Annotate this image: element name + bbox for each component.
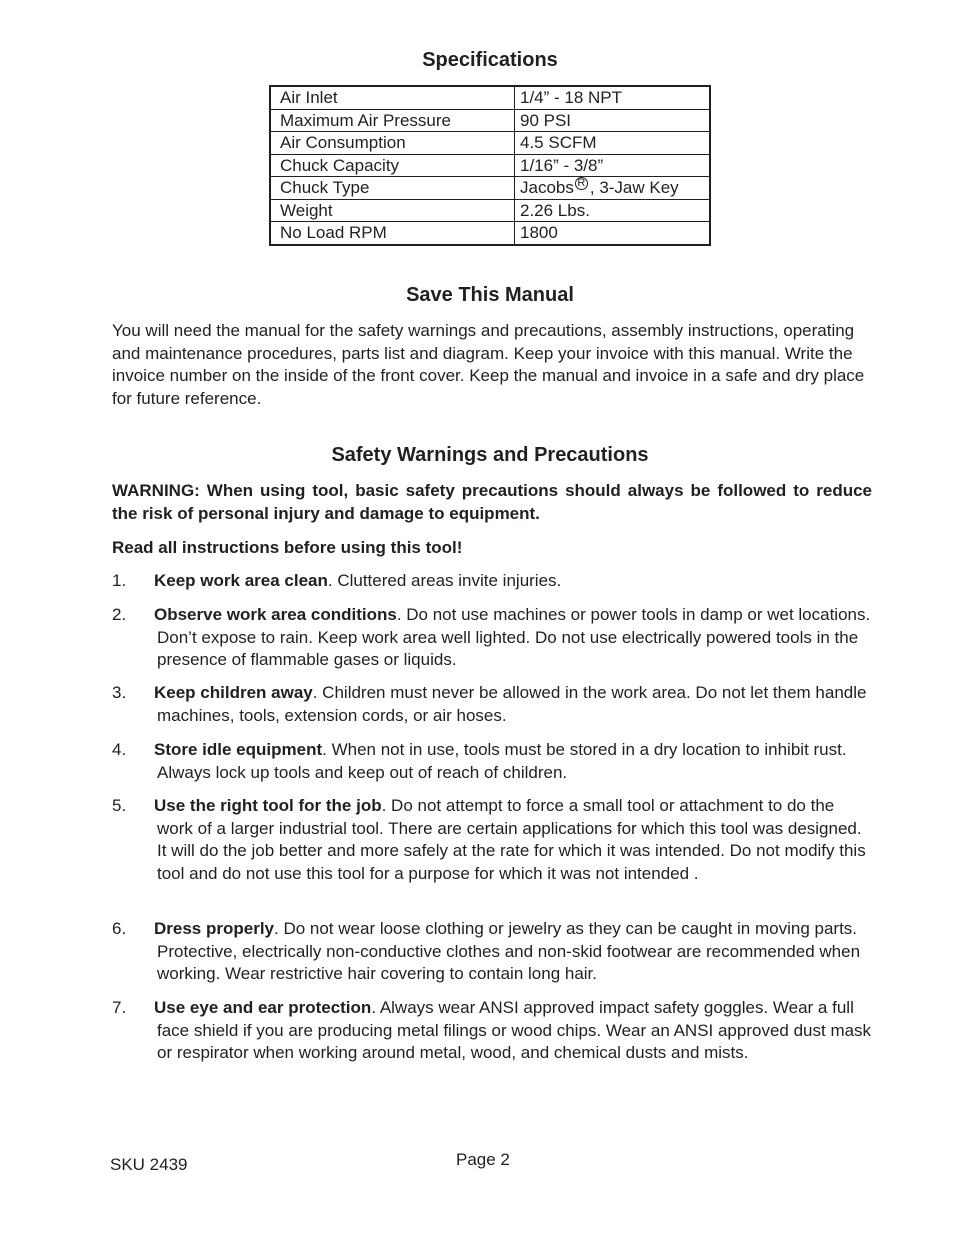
item-text [154,604,872,672]
save-manual-heading: Save This Manual [406,284,574,306]
specifications-heading: Specifications [422,49,558,71]
table-row [270,86,710,109]
item-title: Keep children away [154,683,313,702]
specifications-table [269,85,711,246]
list-item [112,795,872,885]
table-row [270,222,710,245]
item-title: Store idle equipment [154,740,323,759]
spec-label: Chuck Capacity [270,154,515,177]
item-body: . Cluttered areas invite injuries. [327,571,562,590]
spec-label: Air Inlet [270,86,515,109]
item-number: 4. [112,740,127,759]
spec-value [515,177,711,200]
item-body: . Do not use machines or power tools in damp or wet locations. Don’t expose to rain. Keep work area well lighted. Do not use electrically powered tools in the presence of flammable gases or liquids. [157,605,871,670]
spec-value-suffix: , 3-Jaw Key [589,178,679,198]
item-body: . Do not attempt to force a small tool or attachment to do the work of a larger industrial tool. There are certain applications for which this tool was designed. It will do the job better and more safely at the rate for which it was intended. Do not modify this tool and do not use this tool for a purpose for which it was not intended . [157,796,866,883]
list-item [112,604,872,672]
save-manual-body: You will need the manual for the safety warnings and precautions, assembly instructions, operating and maintenance procedures, parts list and diagram. Keep your invoice with this manual. Write the invoice number on the inside of the front cover. Keep the manual and invoice in a safe and dry place for future reference. [112,321,865,408]
spec-value: 90 PSI [515,109,711,132]
safety-heading: Safety Warnings and Precautions [331,444,649,466]
spec-label: Air Consumption [270,132,515,155]
spec-value: 2.26 Lbs. [515,199,711,222]
item-title: Use the right tool for the job [154,796,382,815]
list-item [112,918,872,986]
table-row [270,154,710,177]
table-row [270,132,710,155]
item-title: Observe work area conditions [154,605,397,624]
item-title: Use eye and ear protection [154,998,372,1017]
spec-value: 4.5 SCFM [515,132,711,155]
item-number: 2. [112,605,127,624]
item-number: 6. [112,919,127,938]
item-body: . When not in use, tools must be stored in a dry location to inhibit rust. Always lock up tools and keep out of reach of children. [157,740,847,782]
list-item [112,739,872,784]
item-text [154,570,872,593]
item-body: . Always wear ANSI approved impact safety goggles. Wear a full face shield if you are producing metal filings or wood chips. Wear an ANSI approved dust mask or respirator when working around metal, wood, and chemical dusts and mists. [157,998,872,1063]
item-body: . Do not wear loose clothing or jewelry as they can be caught in moving parts. Protective, electrically non-conductive clothes and non-skid footwear are recommended when working. Wear restrictive hair covering to contain long hair. [157,919,861,984]
item-text [154,682,872,727]
read-all-instructions: Read all instructions before using this tool! [112,538,463,557]
item-text [154,739,872,784]
item-number: 1. [112,571,127,590]
list-item [112,570,872,593]
spec-value-prefix: Jacobs [520,178,574,198]
item-number: 5. [112,796,127,815]
spec-label: Chuck Type [270,177,515,200]
spec-label: Weight [270,199,515,222]
spec-label: No Load RPM [270,222,515,245]
item-number: 7. [112,998,127,1017]
item-text [154,795,872,885]
item-body: . Children must never be allowed in the work area. Do not let them handle machines, tools, extension cords, or air hoses. [157,683,867,725]
spec-value: 1800 [515,222,711,245]
spec-value: 1/4” - 18 NPT [515,86,711,109]
list-item [112,997,872,1065]
item-number: 3. [112,683,127,702]
warning-text: WARNING: When using tool, basic safety precautions should always be followed to reduce the risk of personal injury and damage to equipment. [112,481,872,523]
item-text [154,918,872,986]
table-row [270,109,710,132]
page-number: Page 2 [456,1150,510,1169]
spec-value: 1/16” - 3/8” [515,154,711,177]
table-row [270,177,710,200]
sku-label: SKU 2439 [110,1155,188,1174]
list-item [112,682,872,727]
item-title: Keep work area clean [154,571,328,590]
spec-label: Maximum Air Pressure [270,109,515,132]
item-text [154,997,872,1065]
registered-trademark-icon: R [575,177,588,190]
item-title: Dress properly [154,919,274,938]
table-row [270,199,710,222]
